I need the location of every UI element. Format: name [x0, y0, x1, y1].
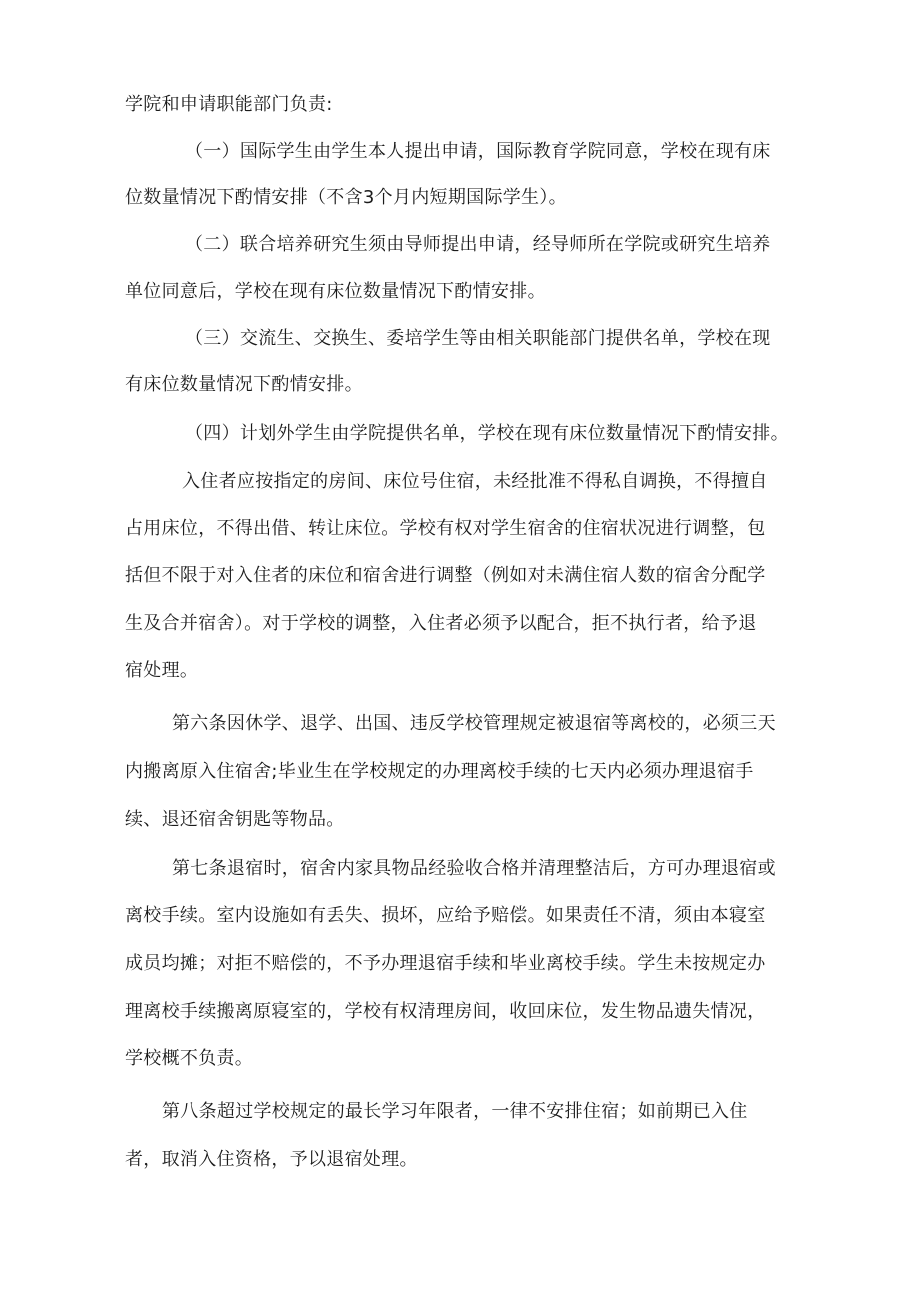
text-line: 单位同意后，学校在现有床位数量情况下酌情安排。	[125, 281, 546, 302]
text-line: （二）联合培养研究生须由导师提出申请，经导师所在学院或研究生培养	[185, 234, 771, 255]
text-line: 者，取消入住资格，予以退宿处理。	[125, 1149, 418, 1170]
text-line: 第八条超过学校规定的最长学习年限者，一律不安排住宿；如前期已入住	[162, 1101, 748, 1122]
text-line: 宿处理。	[125, 660, 199, 681]
text-line: 内搬离原入住宿舍;毕业生在学校规定的办理离校手续的七天内必须办理退宿手	[125, 761, 754, 782]
text-line: 第六条因休学、退学、出国、违反学校管理规定被退宿等离校的，必须三天	[172, 713, 776, 734]
text-line: 占用床位，不得出借、转让床位。学校有权对学生宿舍的住宿状况进行调整，包	[125, 518, 766, 539]
text-line: 续、退还宿舍钥匙等物品。	[125, 809, 345, 830]
text-line: 成员均摊；对拒不赔偿的，不予办理退宿手续和毕业离校手续。学生未按规定办	[125, 953, 766, 974]
text-line: 位数量情况下酌情安排（不含3个月内短期国际学生）。	[125, 187, 567, 208]
text-line: 学院和申请职能部门负责:	[125, 94, 333, 115]
text-line: （一）国际学生由学生本人提出申请，国际教育学院同意，学校在现有床	[185, 141, 771, 162]
text-line: （三）交流生、交换生、委培学生等由相关职能部门提供名单，学校在现	[185, 328, 771, 349]
text-line: 理离校手续搬离原寝室的，学校有权清理房间，收回床位，发生物品遗失情况，	[125, 1001, 766, 1022]
text-line: 有床位数量情况下酌情安排。	[125, 374, 363, 395]
text-line: 入住者应按指定的房间、床位号住宿，未经批准不得私自调换，不得擅自	[182, 471, 768, 492]
text-line: 括但不限于对入住者的床位和宿舍进行调整（例如对未满住宿人数的宿舍分配学	[125, 565, 766, 586]
text-line: 学校概不负责。	[125, 1048, 254, 1069]
text-line: 离校手续。室内设施如有丢失、损坏，应给予赔偿。如果责任不清，须由本寝室	[125, 905, 766, 926]
text-line: 生及合并宿舍）。对于学校的调整，入住者必须予以配合，拒不执行者，给予退	[125, 613, 757, 634]
text-line: （四）计划外学生由学院提供名单，学校在现有床位数量情况下酌情安排。	[185, 423, 789, 444]
text-line: 第七条退宿时，宿舍内家具物品经验收合格并清理整洁后，方可办理退宿或	[172, 858, 776, 879]
